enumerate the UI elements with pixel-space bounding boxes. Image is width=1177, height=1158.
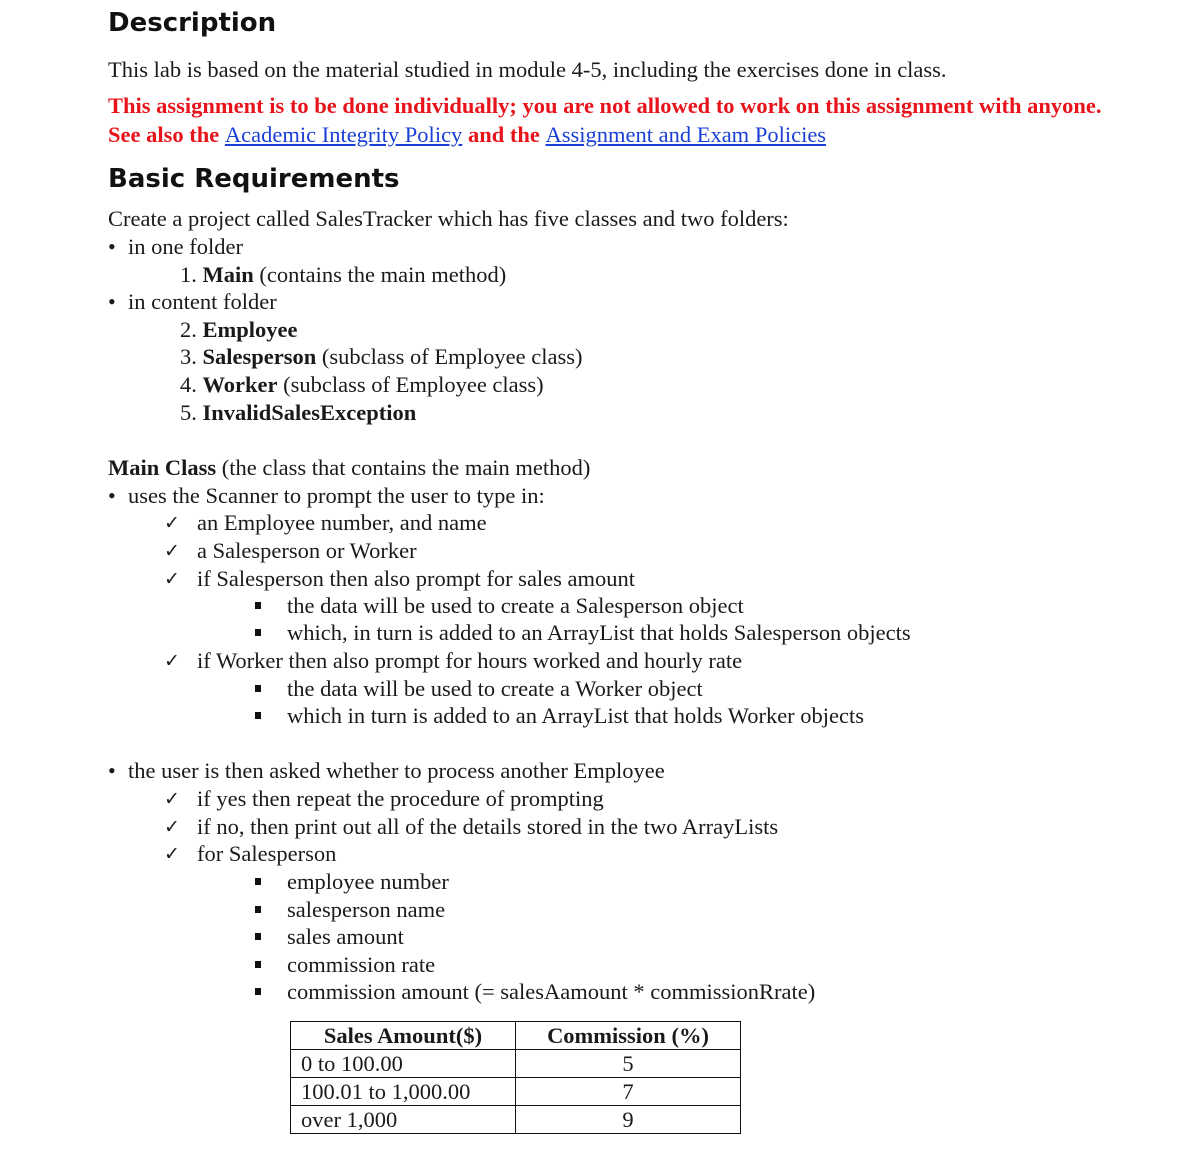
checkmark-icon: ✓ bbox=[164, 512, 180, 534]
class-item-worker: 4. Worker (subclass of Employee class) bbox=[180, 372, 544, 397]
policy-links-line bbox=[108, 121, 826, 149]
table-cell: 5 bbox=[516, 1050, 741, 1078]
square-bullet-icon bbox=[255, 933, 261, 940]
worker-sub-1: the data will be used to create a Worker object bbox=[287, 676, 703, 701]
square-bullet-icon bbox=[255, 878, 261, 885]
check-no-print: if no, then print out all of the details stored in the two ArrayLists bbox=[197, 814, 779, 839]
check-salesperson-prompt: if Salesperson then also prompt for sales amount bbox=[197, 566, 636, 591]
checkmark-icon: ✓ bbox=[164, 650, 180, 672]
checkmark-icon: ✓ bbox=[164, 788, 180, 810]
assignment-exam-policies-link[interactable]: Assignment and Exam Policies bbox=[545, 122, 827, 147]
checkmark-icon: ✓ bbox=[164, 816, 180, 838]
scanner-bullet: uses the Scanner to prompt the user to type in: bbox=[128, 483, 545, 508]
check-employee-number: an Employee number, and name bbox=[197, 510, 487, 535]
salesperson-sub-1: the data will be used to create a Salesperson object bbox=[287, 593, 744, 618]
main-class-title: Main Class (the class that contains the main method) bbox=[108, 455, 591, 480]
policy-prefix: See also the bbox=[108, 122, 220, 147]
academic-integrity-link[interactable]: Academic Integrity Policy bbox=[224, 122, 463, 147]
table-cell: 100.01 to 1,000.00 bbox=[291, 1078, 516, 1106]
bullet-icon: • bbox=[108, 289, 116, 314]
table-cell: 9 bbox=[516, 1106, 741, 1134]
field-item: employee number bbox=[287, 869, 449, 894]
check-for-salesperson: for Salesperson bbox=[197, 841, 337, 866]
project-intro: Create a project called SalesTracker which has five classes and two folders: bbox=[108, 206, 789, 231]
square-bullet-icon bbox=[255, 685, 261, 692]
table-row bbox=[291, 1078, 741, 1106]
checkmark-icon: ✓ bbox=[164, 568, 180, 590]
basic-requirements-heading: Basic Requirements bbox=[108, 164, 400, 194]
square-bullet-icon bbox=[255, 712, 261, 719]
bullet-icon: • bbox=[108, 758, 116, 783]
square-bullet-icon bbox=[255, 906, 261, 913]
table-cell: 7 bbox=[516, 1078, 741, 1106]
class-item-main: 1. Main (contains the main method) bbox=[180, 262, 507, 287]
folder-one: in one folder bbox=[128, 234, 243, 259]
field-item: salesperson name bbox=[287, 897, 446, 922]
salesperson-sub-2: which, in turn is added to an ArrayList that holds Salesperson objects bbox=[287, 620, 911, 645]
table-row bbox=[291, 1106, 741, 1134]
square-bullet-icon bbox=[255, 988, 261, 995]
description-heading: Description bbox=[108, 8, 277, 38]
class-item-invalidsalesexception: 5. InvalidSalesException bbox=[180, 400, 417, 425]
description-intro: This lab is based on the material studied in module 4-5, including the exercises done in class. bbox=[108, 57, 947, 82]
policy-mid: and the bbox=[467, 122, 540, 147]
bullet-icon: • bbox=[108, 483, 116, 508]
class-item-employee: 2. Employee bbox=[180, 317, 298, 342]
field-item: commission amount (= salesAamount * commissionRrate) bbox=[287, 979, 816, 1004]
table-cell: 0 to 100.00 bbox=[291, 1050, 516, 1078]
individual-work-warning: This assignment is to be done individually; you are not allowed to work on this assignment with anyone. bbox=[108, 93, 1102, 118]
folder-content: in content folder bbox=[128, 289, 277, 314]
checkmark-icon: ✓ bbox=[164, 540, 180, 562]
column-header: Commission (%) bbox=[516, 1022, 741, 1050]
worker-sub-2: which in turn is added to an ArrayList that holds Worker objects bbox=[287, 703, 865, 728]
class-item-salesperson: 3. Salesperson (subclass of Employee class) bbox=[180, 344, 583, 369]
table-row bbox=[291, 1050, 741, 1078]
bullet-icon: • bbox=[108, 234, 116, 259]
check-yes-repeat: if yes then repeat the procedure of prompting bbox=[197, 786, 604, 811]
square-bullet-icon bbox=[255, 961, 261, 968]
check-salesperson-or-worker: a Salesperson or Worker bbox=[197, 538, 417, 563]
square-bullet-icon bbox=[255, 629, 261, 636]
column-header: Sales Amount($) bbox=[291, 1022, 516, 1050]
check-worker-prompt: if Worker then also prompt for hours worked and hourly rate bbox=[197, 648, 743, 673]
table-cell: over 1,000 bbox=[291, 1106, 516, 1134]
field-item: commission rate bbox=[287, 952, 436, 977]
checkmark-icon: ✓ bbox=[164, 843, 180, 865]
field-item: sales amount bbox=[287, 924, 404, 949]
table-header-row bbox=[291, 1022, 741, 1050]
square-bullet-icon bbox=[255, 602, 261, 609]
commission-table bbox=[290, 1021, 741, 1134]
process-another-bullet: the user is then asked whether to process another Employee bbox=[128, 758, 665, 783]
